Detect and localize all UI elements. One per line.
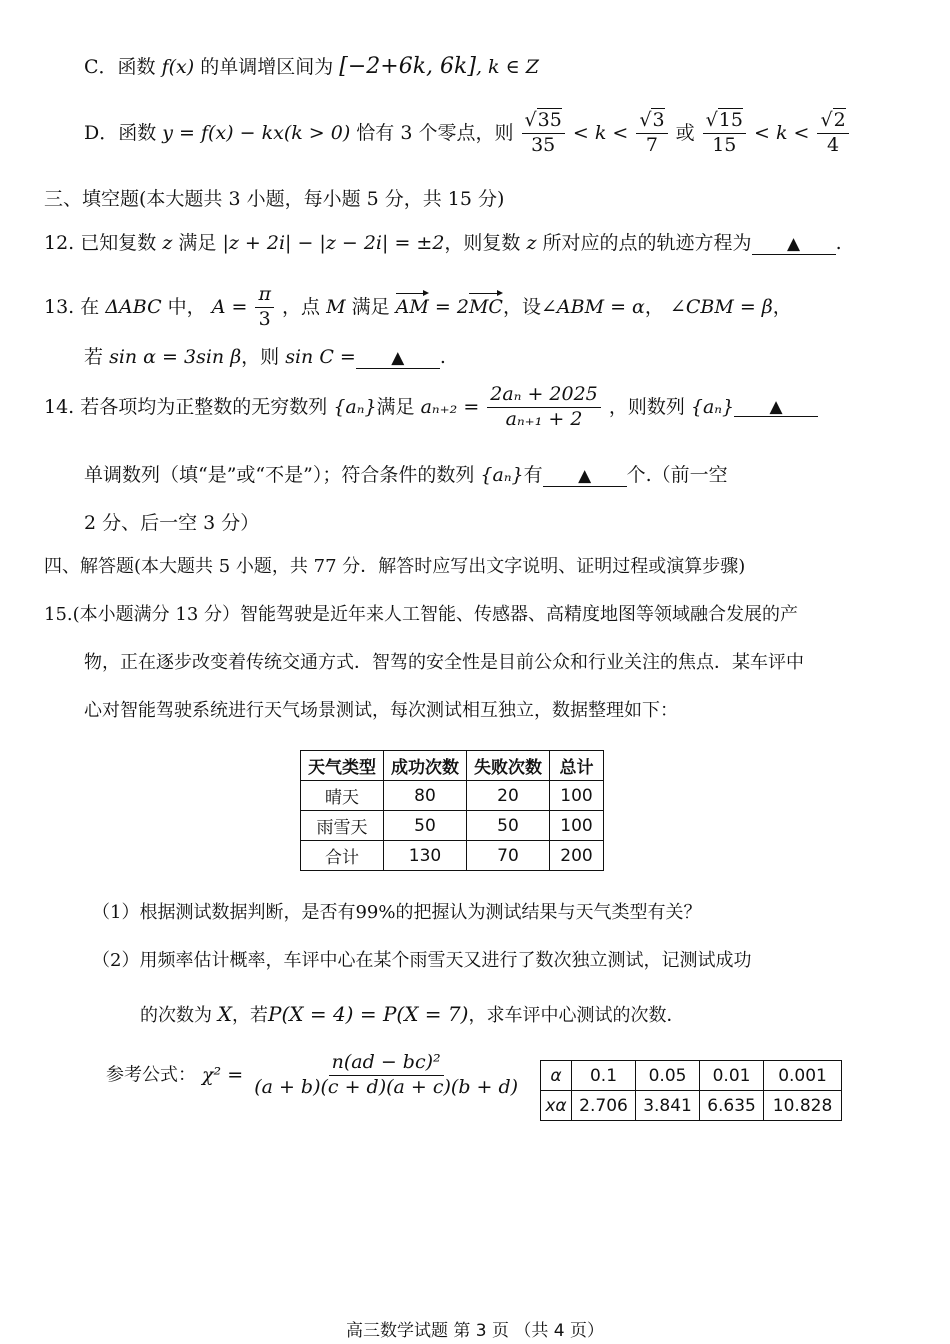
q12-z: z [162, 232, 173, 254]
table-cell: α [541, 1061, 572, 1091]
q11d-mid: 恰有 3 个零点，则 [356, 121, 514, 144]
q11d-frac-2: $\frac{√3}{7}$ [636, 110, 667, 157]
q13-text-e: ，设 [502, 295, 541, 318]
q15-prob-expr: P(X = 4) = P(X = 7) [267, 1002, 469, 1026]
table-cell: 50 [467, 811, 550, 841]
q15-part2b-a: 的次数为 [140, 1005, 212, 1026]
question-13-line-1 [44, 284, 792, 331]
q14-number: 14. [44, 395, 75, 418]
table-row [541, 1061, 842, 1091]
reference-formula [106, 1052, 523, 1099]
q14-text-line2c: 个.（前一空 [626, 464, 728, 486]
q14-text-c: ，则数列 [608, 395, 685, 418]
q14-seq-2: {aₙ} [690, 395, 735, 418]
q15-part2b-b: ，若 [231, 1005, 268, 1026]
weather-test-table [300, 750, 604, 871]
q14-text-line2b: 有 [523, 464, 543, 486]
q11c-cond: , k ∈ Z [475, 56, 539, 78]
section-4-heading: 四、解答题(本大题共 5 小题，共 77 分．解答时应写出文字说明、证明过程或演算步骤) [44, 556, 746, 577]
q14-lhs: aₙ₊₂ = [420, 395, 480, 418]
q11c-label: C．函数 [84, 56, 156, 78]
q11d-frac-1: $\frac{√35}{35}$ [522, 110, 565, 157]
q12-end: . [835, 232, 842, 254]
question-13-line-2 [84, 346, 446, 369]
question-14-line-3: 2 分、后一空 3 分） [84, 512, 260, 534]
page-footer: 高三数学试题 第 3 页 （共 4 页） [345, 1321, 605, 1341]
table-cell: 10.828 [764, 1091, 842, 1121]
chi-square-fraction: $\frac{\text{n(ad − bc)²}}{(a + b)(c + d)(a + c)(b + d)}$ [254, 1051, 519, 1098]
q11d-frac-3: $\frac{√15}{15}$ [703, 110, 746, 157]
q15-part-2-line-1: （2）用频率估计概率，车评中心在某个雨雪天又进行了数次独立测试，记测试成功 [92, 950, 752, 971]
q12-z-2: z [526, 232, 537, 254]
q13-text-c: ，点 [282, 295, 321, 318]
q14-answer-blank-1[interactable]: ▲ [734, 398, 818, 418]
chi-square-symbol: χ² = [202, 1063, 244, 1086]
critical-value-table [540, 1060, 842, 1121]
q15-part2b-c: ，求车评中心测试的次数． [468, 1005, 685, 1026]
q13-answer-blank[interactable]: ▲ [356, 349, 440, 369]
table-row [541, 1091, 842, 1121]
q14-text-b: 满足 [376, 395, 415, 418]
table-cell: 50 [384, 811, 467, 841]
table-cell: 0.1 [572, 1061, 636, 1091]
q13-text-then: ，则 [241, 346, 280, 368]
q13-text-f: ， [644, 295, 664, 318]
table-cell: 100 [550, 811, 604, 841]
q12-answer-blank[interactable]: ▲ [752, 235, 836, 255]
q15-line-1: 15.(本小题满分 13 分）智能驾驶是近年来人工智能、传感器、高精度地图等领域融合发展的产 [44, 604, 798, 625]
q13-angle-abm: ∠ABM = α [540, 295, 645, 318]
q11d-expr: y = f(x) − kx(k > 0) [162, 121, 351, 144]
table-cell: 雨雪天 [301, 811, 384, 841]
q11d-or: 或 [675, 121, 695, 144]
q11d-label: D．函数 [84, 121, 157, 144]
q13-sin-expr: sin α = 3sin β [109, 346, 242, 368]
q13-text-d: 满足 [351, 295, 390, 318]
q14-text-a: 若各项均为正整数的无穷数列 [80, 395, 328, 418]
table-cell: 2.706 [572, 1091, 636, 1121]
table-cell: 晴天 [301, 781, 384, 811]
table-cell: 0.001 [764, 1061, 842, 1091]
table-header: 总计 [550, 751, 604, 781]
q15-line-2: 物，正在逐步改变着传统交通方式．智驾的安全性是目前公众和行业关注的焦点．某车评中 [84, 652, 804, 673]
q14-seq-3: {aₙ} [480, 464, 524, 486]
question-14-line-1 [44, 384, 818, 431]
table-row [301, 781, 604, 811]
q13-eq: = 2 [434, 295, 469, 318]
q13-pi-over-3: $\frac{\pi}{3}$ [255, 284, 274, 331]
q11-option-c [84, 54, 539, 80]
table-header: 失败次数 [467, 751, 550, 781]
table-cell: xα [541, 1091, 572, 1121]
table-cell: 0.01 [700, 1061, 764, 1091]
table-header: 成功次数 [384, 751, 467, 781]
q15-part-2-line-2 [140, 1002, 684, 1027]
q13-text-g: ， [772, 295, 792, 318]
q13-number: 13. [44, 295, 75, 318]
table-cell: 6.635 [700, 1091, 764, 1121]
q12-number: 12. [44, 232, 75, 254]
q13-triangle: ΔABC [105, 295, 162, 318]
table-row [301, 811, 604, 841]
table-cell: 3.841 [636, 1091, 700, 1121]
q11c-mid: 的单调增区间为 [200, 56, 334, 78]
q11-option-d [84, 110, 851, 157]
table-cell: 130 [384, 841, 467, 871]
q11d-lt1: < k < [572, 121, 629, 144]
q15-line-3: 心对智能驾驶系统进行天气场景测试，每次测试相互独立，数据整理如下： [84, 700, 678, 721]
q15-part-1: （1）根据测试数据判断，是否有99%的把握认为测试结果与天气类型有关？ [92, 902, 702, 923]
q12-text-a: 已知复数 [80, 232, 157, 254]
q12-text-b: 满足 [178, 232, 217, 254]
table-cell: 80 [384, 781, 467, 811]
q13-text-a: 在 [80, 295, 100, 318]
table-cell: 200 [550, 841, 604, 871]
q14-seq: {aₙ} [333, 395, 377, 418]
q14-fraction: $\frac{\text{2aₙ + 2025}}{\text{aₙ₊₁ + 2}}$ [487, 384, 600, 431]
q13-sin-c: sin C = [285, 346, 356, 368]
q11d-lt2: < k < [754, 121, 810, 144]
q13-angle-cbm: ∠CBM = β [669, 295, 773, 318]
q14-text-line2a: 单调数列（填“是”或“不是”）；符合条件的数列 [84, 464, 475, 486]
q11c-interval: [−2+6k, 6k] [339, 54, 476, 79]
q13-vector-am: AM [395, 295, 429, 318]
table-row [301, 841, 604, 871]
section-3-heading: 三、填空题(本大题共 3 小题，每小题 5 分，共 15 分) [44, 188, 505, 210]
question-12 [44, 232, 842, 255]
q13-end: . [439, 346, 446, 368]
q15-x: X [217, 1002, 232, 1026]
table-cell: 70 [467, 841, 550, 871]
question-14-line-2 [84, 464, 728, 487]
q13-text-b: 中， [167, 295, 206, 318]
table-cell: 100 [550, 781, 604, 811]
q12-expr: |z + 2i| − |z − 2i| = ±2 [222, 232, 445, 254]
q14-answer-blank-2[interactable]: ▲ [543, 467, 627, 487]
q11c-fx: f(x) [161, 56, 195, 78]
q11d-frac-4: $\frac{√2}{4}$ [817, 110, 848, 157]
q13-m: M [326, 295, 346, 318]
q13-text-if: 若 [84, 346, 104, 368]
table-cell: 合计 [301, 841, 384, 871]
table-header-row [301, 751, 604, 781]
formula-label: 参考公式： [106, 1064, 196, 1086]
q12-text-c: ，则复数 [444, 232, 521, 254]
q13-angle-a: A = [211, 295, 248, 318]
table-cell: 20 [467, 781, 550, 811]
table-cell: 0.05 [636, 1061, 700, 1091]
table-header: 天气类型 [301, 751, 384, 781]
q12-text-d: 所对应的点的轨迹方程为 [542, 232, 752, 254]
q13-vector-mc: MC [468, 295, 503, 318]
